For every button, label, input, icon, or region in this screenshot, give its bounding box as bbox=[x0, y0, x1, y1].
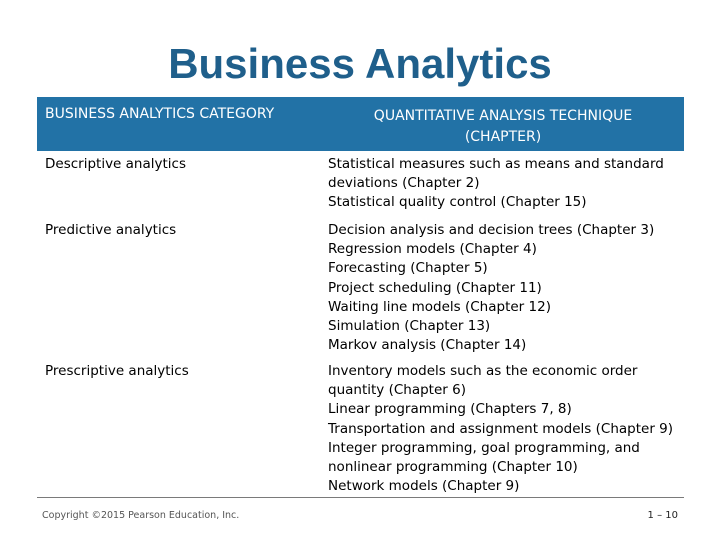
table-row-descriptive bbox=[37, 155, 684, 221]
header-category: BUSINESS ANALYTICS CATEGORY bbox=[45, 106, 275, 122]
table-header-row bbox=[37, 97, 684, 151]
technique-line: Project scheduling (Chapter 11) bbox=[328, 279, 542, 296]
technique-line: Statistical quality control (Chapter 15) bbox=[328, 194, 587, 211]
technique-line: Inventory models such as the economic order bbox=[328, 363, 638, 379]
technique-line: nonlinear programming (Chapter 10) bbox=[328, 459, 578, 476]
technique-line: Forecasting (Chapter 5) bbox=[328, 260, 488, 277]
header-technique-line2: (CHAPTER) bbox=[464, 129, 542, 145]
technique-line: Regression models (Chapter 4) bbox=[328, 241, 537, 258]
page-number: 1 – 10 bbox=[647, 510, 678, 521]
technique-line: Integer programming, goal programming, and bbox=[328, 439, 640, 456]
row-category: Predictive analytics bbox=[45, 222, 177, 238]
technique-line: Statistical measures such as means and standard bbox=[328, 156, 664, 172]
analytics-table bbox=[37, 97, 684, 498]
technique-line: Transportation and assignment models (Chapter 9) bbox=[328, 420, 674, 437]
copyright-text: Copyright ©2015 Pearson Education, Inc. bbox=[42, 510, 240, 521]
row-category: Prescriptive analytics bbox=[45, 363, 189, 379]
row-category: Descriptive analytics bbox=[45, 156, 186, 172]
technique-line: Network models (Chapter 9) bbox=[328, 478, 520, 495]
row-techniques bbox=[322, 362, 684, 498]
technique-line: deviations (Chapter 2) bbox=[328, 175, 480, 192]
table-bottom-border bbox=[37, 497, 684, 498]
table-row-predictive bbox=[37, 221, 684, 362]
table-row-prescriptive bbox=[37, 362, 684, 498]
technique-line: Waiting line models (Chapter 12) bbox=[328, 298, 551, 315]
row-techniques bbox=[322, 155, 684, 221]
technique-line: Linear programming (Chapters 7, 8) bbox=[328, 401, 572, 418]
technique-line: quantity (Chapter 6) bbox=[328, 382, 466, 399]
technique-line: Markov analysis (Chapter 14) bbox=[328, 337, 527, 354]
row-techniques bbox=[322, 221, 684, 362]
header-technique bbox=[322, 97, 684, 151]
header-technique-line1: QUANTITATIVE ANALYSIS TECHNIQUE bbox=[373, 108, 633, 124]
slide-title: Business Analytics bbox=[168, 40, 552, 87]
technique-line: Simulation (Chapter 13) bbox=[328, 318, 491, 335]
technique-line: Decision analysis and decision trees (Chapter 3) bbox=[328, 222, 655, 238]
